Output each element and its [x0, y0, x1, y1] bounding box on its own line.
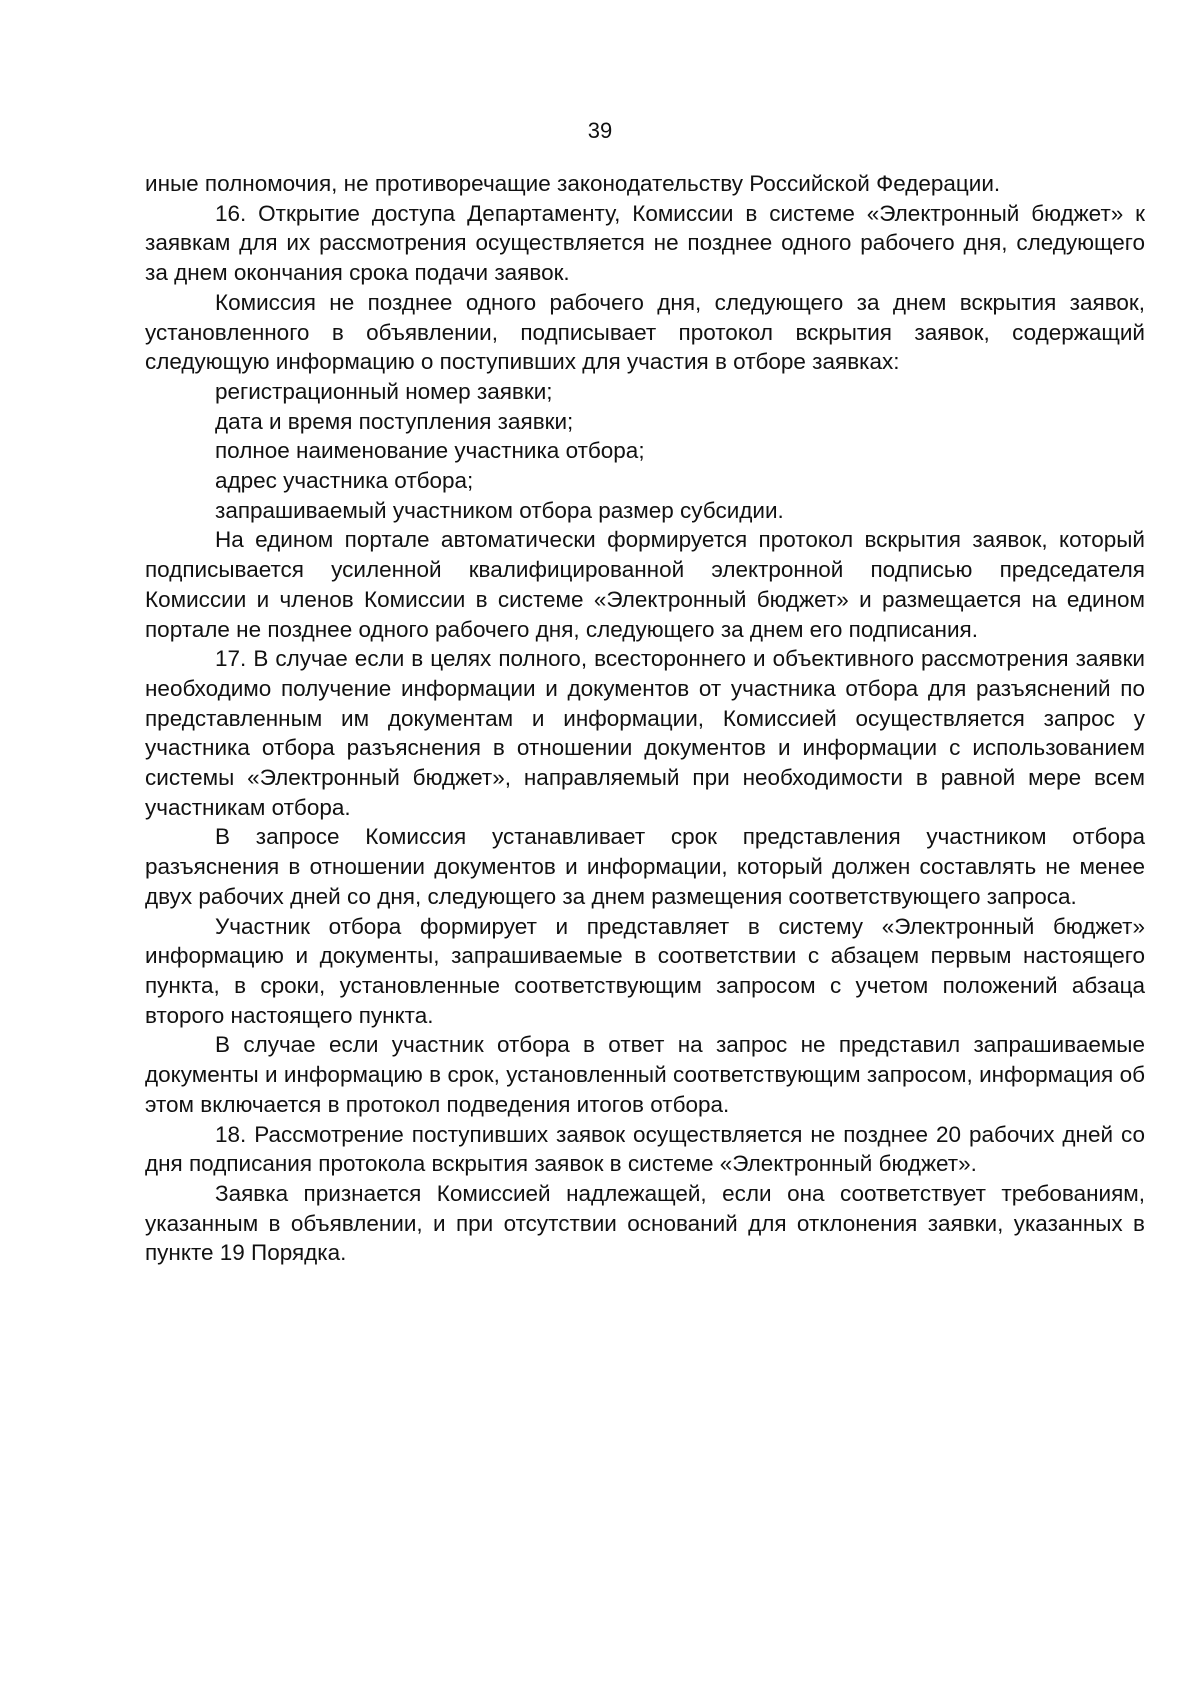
list-item: полное наименование участника отбора;	[215, 438, 645, 464]
document-body	[145, 169, 1145, 1268]
paragraph: Комиссия не позднее одного рабочего дня, следующего за днем вскрытия заявок, установленного в объявлении, подписывает протокол вскрытия заявок, содержащий следующую информацию о поступивших для участия в отборе заявках:	[145, 289, 1145, 375]
paragraph: В запросе Комиссия устанавливает срок представления участником отбора разъяснения в отношении документов и информации, который должен составлять не менее двух рабочих дней со дня, следующего за днем размещения соответствующего запроса.	[145, 824, 1145, 909]
paragraph: На едином портале автоматически формируется протокол вскрытия заявок, который подписывается усиленной квалифицированной электронной подписью председателя Комиссии и членов Комиссии в системе «Электронный бюджет» и размещается на едином портале не позднее одного рабочего дня, следующего за днем его подписания.	[145, 527, 1145, 642]
paragraph-clause-16: 16. Открытие доступа Департаменту, Комиссии в системе «Электронный бюджет» к заявкам для их рассмотрения осуществляется не позднее одного рабочего дня, следующего за днем окончания срока подачи заявок.	[145, 200, 1145, 286]
paragraph: Участник отбора формирует и представляет в систему «Электронный бюджет» информацию и документы, запрашиваемые в соответствии с абзацем первым настоящего пункта, в сроки, установленные соответствующим запросом с учетом положений абзаца второго настоящего пункта.	[145, 913, 1145, 1028]
list-item: адрес участника отбора;	[215, 468, 474, 494]
list-item: дата и время поступления заявки;	[215, 408, 574, 434]
paragraph-clause-17: 17. В случае если в целях полного, всестороннего и объективного рассмотрения заявки необходимо получение информации и документов от участника отбора для разъяснений по представленным им документам и информации, Комиссией осуществляется запрос у участника отбора разъяснения в отношении документов и информации с использованием системы «Электронный бюджет», направляемый при необходимости в равной мере всем участникам отбора.	[145, 646, 1145, 820]
list-item: регистрационный номер заявки;	[215, 378, 553, 404]
paragraph: Заявка признается Комиссией надлежащей, если она соответствует требованиям, указанным в объявлении, и при отсутствии оснований для отклонения заявки, указанных в пункте 19 Порядка.	[145, 1180, 1145, 1266]
paragraph: иные полномочия, не противоречащие законодательству Российской Федерации.	[145, 171, 1001, 196]
list-item: запрашиваемый участником отбора размер субсидии.	[215, 497, 784, 523]
page-number: 39	[587, 118, 613, 143]
paragraph: В случае если участник отбора в ответ на запрос не представил запрашиваемые документы и информацию в срок, установленный соответствующим запросом, информация об этом включается в протокол подведения итогов отбора.	[145, 1032, 1145, 1117]
paragraph-clause-18: 18. Рассмотрение поступивших заявок осуществляется не позднее 20 рабочих дней со дня подписания протокола вскрытия заявок в системе «Электронный бюджет».	[145, 1121, 1145, 1177]
